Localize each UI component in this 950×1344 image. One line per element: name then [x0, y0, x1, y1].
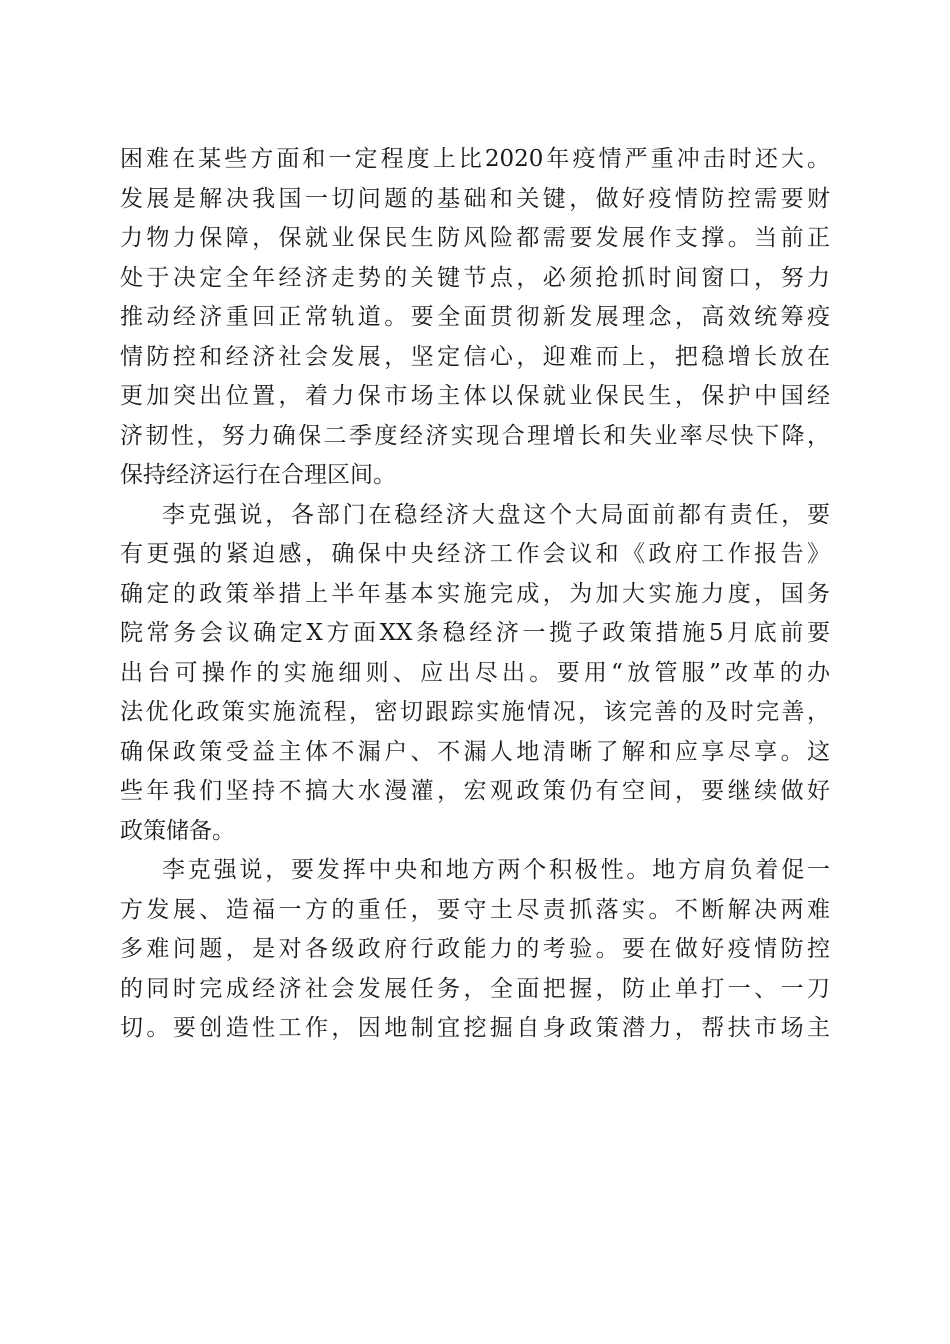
paragraph-3 [120, 851, 830, 1049]
text-line: 出台可操作的实施细则、应出尽出。要用“放管服”改革的办 [120, 659, 830, 686]
text-line: 力物力保障，保就业保民生防风险都需要发展作支撑。当前正 [120, 225, 830, 251]
text-line: 更加突出位置，着力保市场主体以保就业保民生，保护中国经 [120, 383, 830, 409]
text-line: 李克强说，各部门在稳经济大盘这个大局面前都有责任，要 [162, 501, 830, 528]
text-line: 李克强说，要发挥中央和地方两个积极性。地方肩负着促一 [162, 857, 830, 883]
paragraph-1 [120, 140, 830, 496]
text-line: 困难在某些方面和一定程度上比2020年疫情严重冲击时还大。 [120, 146, 830, 172]
text-line: 有更强的紧迫感，确保中央经济工作会议和《政府工作报告》 [120, 541, 830, 567]
text-line: 处于决定全年经济走势的关键节点，必须抢抓时间窗口，努力 [120, 264, 830, 291]
text-line: 保持经济运行在合理区间。 [120, 462, 396, 488]
text-line: 些年我们坚持不搞大水漫灌，宏观政策仍有空间，要继续做好 [120, 778, 830, 804]
text-line: 法优化政策实施流程，密切跟踪实施情况，该完善的及时完善， [120, 699, 830, 725]
text-line: 确保政策受益主体不漏户、不漏人地清晰了解和应享尽享。这 [120, 738, 830, 765]
text-line: 方发展、造福一方的重任，要守土尽责抓落实。不断解决两难 [120, 896, 830, 923]
text-line: 政策储备。 [120, 817, 235, 844]
document-body [120, 140, 830, 1049]
text-line: 的同时完成经济社会发展任务，全面把握，防止单打一、一刀 [120, 975, 830, 1002]
text-line: 济韧性，努力确保二季度经济实现合理增长和失业率尽快下降， [120, 422, 830, 449]
text-line: 推动经济重回正常轨道。要全面贯彻新发展理念，高效统筹疫 [120, 304, 830, 330]
text-line: 切。要创造性工作，因地制宜挖掘自身政策潜力，帮扶市场主 [120, 1015, 830, 1041]
text-line: 确定的政策举措上半年基本实施完成，为加大实施力度，国务 [120, 580, 830, 607]
text-line: 院常务会议确定X方面XX条稳经济一揽子政策措施5月底前要 [120, 620, 830, 646]
text-line: 多难问题，是对各级政府行政能力的考验。要在做好疫情防控 [120, 936, 830, 962]
paragraph-2 [120, 496, 830, 852]
text-line: 发展是解决我国一切问题的基础和关键，做好疫情防控需要财 [120, 185, 830, 212]
text-line: 情防控和经济社会发展，坚定信心，迎难而上，把稳增长放在 [120, 343, 830, 370]
